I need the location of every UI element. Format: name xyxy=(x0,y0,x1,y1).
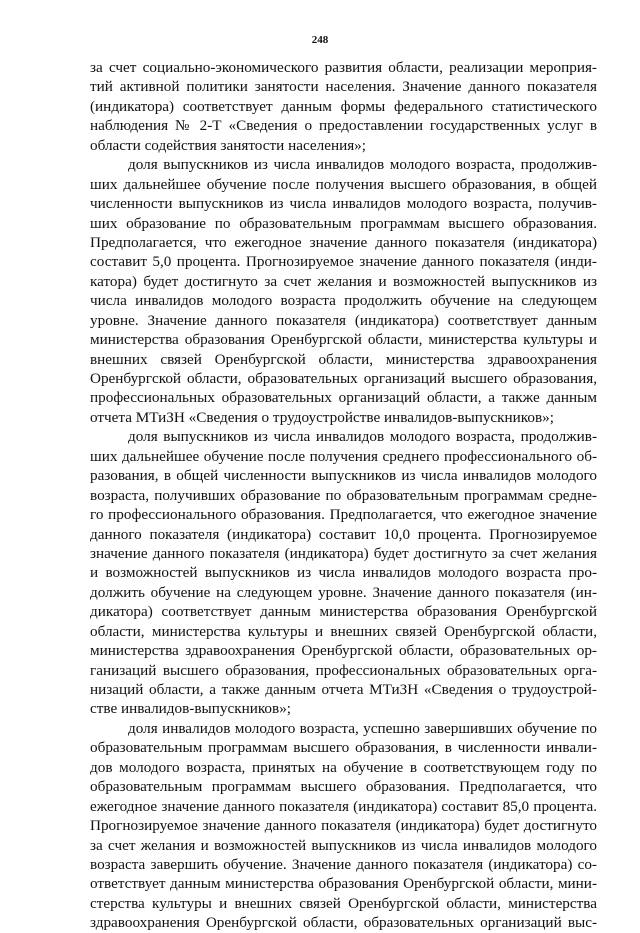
text-line: численности выпускников из числа инвалидов молодого возраста, получив- xyxy=(90,195,597,213)
text-line: за счет социально-экономического развития области, реализации мероприя- xyxy=(90,59,597,76)
text-line: министерства образования Оренбургской области, министерства культуры и xyxy=(90,331,597,349)
text-line: данного показателя (индикатора) составит 10,0 процента. Прогнозируемое xyxy=(90,525,597,543)
text-line: за счет желания и возможностей выпускников из числа инвалидов молодого xyxy=(90,836,597,854)
text-line: образовательным программам высшего образования. Предполагается, что xyxy=(90,778,597,796)
text-line: стерства культуры и внешних связей Оренбургской области, министерства xyxy=(90,894,597,912)
text-line: числа инвалидов молодого возраста продолжить обучение на следующем xyxy=(90,292,597,310)
text-line: (индикатора) соответствует данным формы федерального статистического xyxy=(90,97,597,115)
paragraph-first-line: доля инвалидов молодого возраста, успешно завершивших обучение по xyxy=(128,719,597,737)
text-line: дикатора) соответствует данным министерства образования Оренбургской xyxy=(90,603,597,621)
text-line: области, министерства культуры и внешних связей Оренбургской области, xyxy=(90,622,597,640)
text-line: тий активной политики занятости населения. Значение данного показателя xyxy=(90,78,597,96)
text-line: отчета МТиЗН «Сведения о трудоустройстве инвалидов-выпускников»; xyxy=(90,408,554,426)
text-line: Предполагается, что ежегодное значение данного показателя (индикатора) xyxy=(90,233,597,251)
body-text xyxy=(90,58,597,933)
text-line: наблюдения № 2-Т «Сведения о предоставлении государственных услуг в xyxy=(90,117,597,135)
text-line: области содействия занятости населения»; xyxy=(90,136,366,154)
text-line: дов молодого возраста, принятых на обучение в соответствующем году по xyxy=(90,758,597,776)
text-line: ответствует данным министерства образования Оренбургской области, мини- xyxy=(90,875,597,893)
text-line: составит 5,0 процента. Прогнозируемое значение данного показателя (инди- xyxy=(90,253,597,271)
text-line: уровне. Значение данного показателя (индикатора) соответствует данным xyxy=(90,311,597,329)
text-line: Прогнозируемое значение данного показателя (индикатора) будет достигнуто xyxy=(90,817,597,835)
page-number: 248 xyxy=(311,34,329,46)
text-line: значение данного показателя (индикатора) будет достигнуто за счет желания xyxy=(90,544,597,562)
text-line: возраста, получивших образование по образовательным программам средне- xyxy=(90,486,597,504)
text-line: разования, в общей численности выпускников из числа инвалидов молодого xyxy=(90,467,597,485)
text-line: катора) будет достигнуто за счет желания и возможностей выпускников из xyxy=(90,272,597,290)
paragraph-first-line: доля выпускников из числа инвалидов молодого возраста, продолжив- xyxy=(128,428,597,446)
text-line: стве инвалидов-выпускников»; xyxy=(90,700,292,718)
text-line: образовательным программам высшего образования, в численности инвали- xyxy=(90,739,597,757)
text-line: го профессионального образования. Предполагается, что ежегодное значение xyxy=(90,506,597,524)
text-line: ших дальнейшее обучение после получения среднего профессионального об- xyxy=(90,447,597,465)
text-line: и возможностей выпускников из числа инвалидов молодого возраста про- xyxy=(90,564,597,582)
text-line: профессиональных образовательных организаций области, а также данным xyxy=(90,389,597,407)
text-line: должить обучение на следующем уровне. Значение данного показателя (ин- xyxy=(90,583,597,601)
text-line: ших дальнейшее обучение после получения высшего образования, в общей xyxy=(90,175,597,193)
text-line: низаций области, а также данным отчета МТиЗН «Сведения о трудоустрой- xyxy=(90,681,597,698)
text-line: возраста завершить обучение. Значение данного показателя (индикатора) со- xyxy=(90,855,597,873)
text-line: здравоохранения Оренбургской области, образовательных организаций выс- xyxy=(90,914,597,932)
text-line: Оренбургской области, образовательных организаций высшего образования, xyxy=(90,370,597,387)
text-line: ганизаций высшего образования, профессиональных образовательных орга- xyxy=(90,661,597,679)
text-line: ежегодное значение данного показателя (индикатора) составит 85,0 процента. xyxy=(90,797,597,815)
paragraph-first-line: доля выпускников из числа инвалидов молодого возраста, продолжив- xyxy=(128,156,597,174)
text-line: внешних связей Оренбургской области, министерства здравоохранения xyxy=(90,350,597,368)
text-line: министерства здравоохранения Оренбургской области, образовательных ор- xyxy=(90,642,597,660)
text-line: ших образование по образовательным программам высшего образования. xyxy=(90,214,597,232)
